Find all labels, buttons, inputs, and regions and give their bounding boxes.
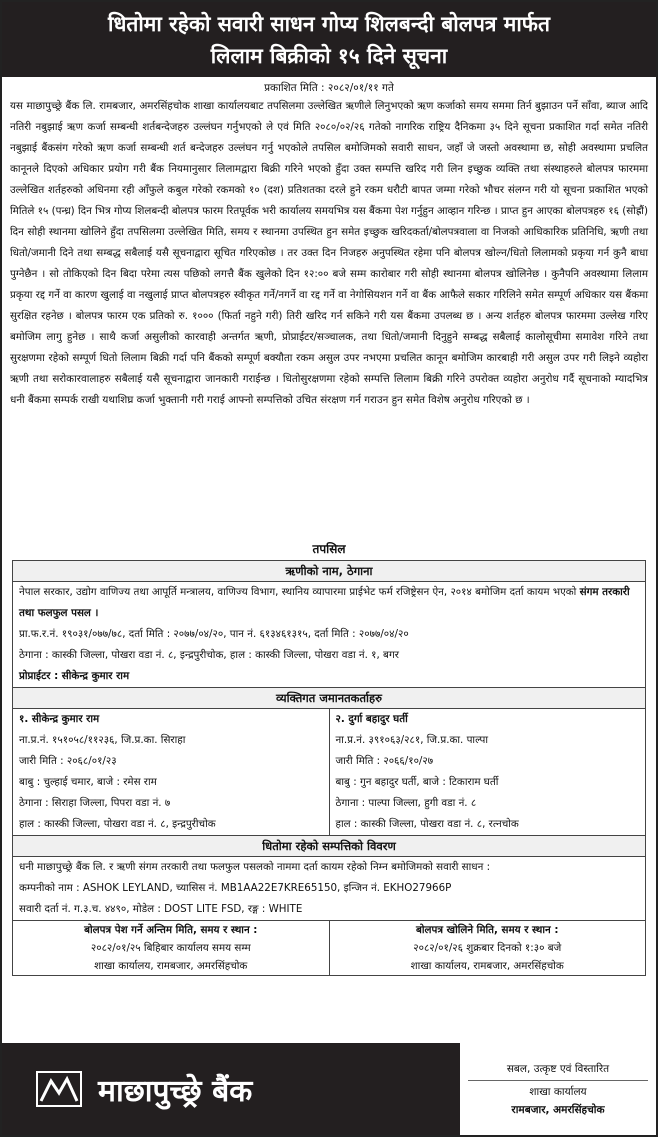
borrower-registration: प्रा.फ.र.नं. १९०३१/०७७/७८, दर्ता मिति : २०७७/०४/२०, पान नं. ६१३४६१३१५, दर्ता मिति : २०७७/०४/२० bbox=[19, 628, 409, 640]
guarantors-list bbox=[13, 709, 645, 835]
borrower-intro bbox=[13, 582, 645, 624]
footer bbox=[2, 1043, 656, 1135]
guarantor-issued: जारी मिति : २०६८/०१/२३ bbox=[19, 755, 117, 767]
guarantor-address: ठेगाना : पाल्पा जिल्ला, हुगी वडा नं. ८ bbox=[335, 797, 477, 809]
guarantors-heading: व्यक्तिगत जमानतकर्ताहरु bbox=[13, 687, 645, 709]
branch-location: रामबजार, अमरसिंहचोक bbox=[511, 1103, 605, 1116]
bank-name: माछापुच्छ्रे बैंक bbox=[98, 1073, 253, 1109]
bank-brand bbox=[2, 1043, 456, 1135]
notice-title bbox=[2, 2, 656, 77]
submit-deadline bbox=[13, 921, 329, 975]
open-date: २०८२/०१/२६ शुक्रबार दिनको १:३० बजे bbox=[413, 942, 562, 954]
submit-date: २०८२/०१/२५ बिहिबार कार्यालय समय सम्म bbox=[90, 942, 251, 954]
notice-body: यस माछापुच्छ्रे बैंक लि. रामबजार, अमरसिंहचोक शाखा कार्यालयबाट तपसिलमा उल्लेखित ऋणीले लिनुभएको ऋण कर्जाको समय सममा तिर्न बुझाउन पर्ने साँवा, ब्याज आदि नतिरी नबुझाई ऋण कर्जा सम्बन्धी शर्तबन्देजहरु उल्लंघन गर्नुभएको ले एवं मिति २०८०/०२/२६ गतेको नागरिक राष्ट्रिय दैनिकमा ३५ दिने सूचना प्रकाशित गर्दा समेत नतिरी नबुझाई बैंकसंग गरेको ऋण कर्जा सम्बन्धी शर्त बन्देजहरु उल्लंघन गर्नु भएकोले तपसिल बमोजिमको सवारी साधन, जहाँ जे जस्तो अवस्थामा छ, सोही अवस्थामा प्रचलित कानूनले दिएको अधिकार प्रयोग गरी बैंक नियमानुसार लिलामद्वारा बिक्री गरिने भएको हुँदा उक्त सम्पत्ति खरिद गरी लिन इच्छुक व्यक्ति तथा संस्थाहरुले बोलपत्र फारममा उल्लेखित शर्तहरुको अधिनमा रही आँफुले कबुल गरेको रकमको १० (दश) प्रतिशतका दरले हुने रकम धरौटी बापत जम्मा गरेको भौचर संलग्न गरी यो सूचना प्रकाशित भएको मितिले १५ (पन्ध्र) दिन भित्र गोप्य शिलबन्दी बोलपत्र फारम रितपूर्वक भरी कार्यालय समयभित्र यस बैंकमा पेश गर्नुहुन आव्हान गरिन्छ । प्राप्त हुन आएका बोलपत्रहरु १६ (सोह्रौं) दिन सोही स्थानमा खोलिने हुँदा तपसिलमा उल्लेखित मिति, समय र स्थानमा उपस्थित हुन समेत इच्छुक खरिदकर्ता/बोलपत्रवाला वा निजको आधिकारिक प्रतिनिधि, ऋणी तथा धितो/जमानी दिने तथा सम्बद्ध सबैलाई यसै सूचनाद्वारा सूचित गरिएकोछ । तर उक्त दिन निजहरु अनुपस्थित रहेमा पनि बोलपत्र खोल्न/धितो लिलामको प्रकृया गर्न कुनै बाधा पुग्नेछैन । सो तोकिएको दिन बिदा परेमा त्यस पछिको लगत्तै बैंक खुलेको दिन १२:०० बजे सम्म कारोबार गरी सोही स्थानमा बोलपत्र खोलिनेछ । कुनैपनि अवस्थामा लिलाम प्रकृया रद्द गर्ने वा कारण खुलाई वा नखुलाई प्राप्त बोलपत्रहरु स्वीकृत गर्ने/नगर्ने वा रद्द गर्ने वा नेगोसियशन गर्ने वा बैंक आफैले सकार गरिलिने समेत सम्पूर्ण अधिकार यस बैंकमा सुरक्षित रहनेछ । बोलपत्र फारम एक प्रतिको रु. १००० (फिर्ता नहुने गरी) तिरी खरिद गर्न सकिने गरी यस बैंकमा उपलब्ध छ । अन्य शर्तहरु बोलपत्र फारममा उल्लेख गरिए बमोजिम लागु हुनेछ । साथै कर्जा असुलीको कारवाही अन्तर्गत ऋणी, प्रोप्राईटर/सञ्चालक, तथा धितो/जमानी दिनुहुने सम्बद्ध सबैलाई कालोसूचीमा समावेश गरिने तथा सुरक्षणमा रहेको सम्पूर्ण धितो लिलाम बिक्री गर्दा पनि बैंकको सम्पूर्ण बक्यौता रकम असुल उपर नभएमा प्रचलित कानून बमोजिम कारबाही गरी असुल उपर गरी लिइने व्यहोरा ऋणी तथा सरोकारवालाहरु सबैलाई यसै सूचनाद्वारा जानकारी गराईन्छ । धितोसुरक्षणमा रहेको सम्पत्ति लिलाम बिक्री गरिने उपरोक्त व्यहोरा अनुरोध गर्दै सूचनाको म्यादभित्र धनी बैंकमा सम्पर्क राखी यथाशिघ्र कर्जा भुक्तानी गरी गराई आफ्नो सम्पत्तिको उचित संरक्षण गर्न गराउन हुन समेत विशेष अनुरोध गरिएको छ । bbox=[10, 100, 649, 406]
opening-deadline bbox=[329, 921, 646, 975]
borrower-box bbox=[12, 560, 646, 976]
collateral-heading: धितोमा रहेको सम्पत्तिको विवरण bbox=[13, 835, 645, 857]
tapsil-heading: तपसिल bbox=[312, 542, 346, 556]
branch-info bbox=[456, 1043, 656, 1135]
guarantor-issued: जारी मिति : २०६६/१०/२७ bbox=[335, 755, 434, 767]
guarantor-card bbox=[329, 709, 646, 835]
collateral-registration: सवारी दर्ता नं. ग.३.च. ४४९०, मोडेल : DOST LITE FSD, रङ्ग : WHITE bbox=[19, 903, 303, 915]
title-line-1: धितोमा रहेको सवारी साधन गोप्य शिलबन्दी बोलपत्र मार्फत bbox=[108, 12, 550, 36]
guarantor-parents: बाबु : गुन बहादुर घर्ती, बाजे : टिकाराम घर्ती bbox=[335, 776, 499, 788]
borrower-proprietor: प्रोप्राईटर : सीकेन्द्र कुमार राम bbox=[19, 670, 130, 682]
deadline-row bbox=[13, 920, 645, 975]
collateral-intro: धनी माछापुच्छ्रे बैंक लि. र ऋणी संगम तरकारी तथा फलफुल पसलको नाममा दर्ता कायम रहेको निम्न बमोजिमको सवारी साधन : bbox=[19, 861, 491, 873]
open-heading: बोलपत्र खोलिने मिति, समय र स्थान : bbox=[416, 924, 559, 936]
guarantor-citizenship: ना.प्र.नं. १५१०५८/११२३६, जि.प्र.का. सिराहा bbox=[19, 734, 186, 746]
guarantor-citizenship: ना.प्र.नं. ३९१०६३/२८१, जि.प्र.का. पाल्पा bbox=[335, 734, 489, 746]
open-place: शाखा कार्यालय, रामबजार, अमरसिंहचोक bbox=[410, 960, 564, 972]
guarantor-current: हाल : कास्की जिल्ला, पोखरा वडा नं. ८, इन्द्रपुरीचोक bbox=[19, 818, 216, 830]
branch-office: शाखा कार्यालय bbox=[529, 1085, 587, 1098]
title-line-2: लिलाम बिक्रीको १५ दिने सूचना bbox=[210, 44, 448, 68]
submit-heading: बोलपत्र पेश गर्ने अन्तिम मिति, समय र स्थान : bbox=[84, 924, 258, 936]
borrower-heading: ऋणीको नाम, ठेगाना bbox=[13, 561, 645, 582]
guarantor-address: ठेगाना : सिराहा जिल्ला, पिपरा वडा नं. ७ bbox=[19, 797, 171, 809]
collateral-company: कम्पनीको नाम : ASHOK LEYLAND, च्यासिस नं. MB1AA22E7KRE65150, इन्जिन नं. EKHO27966P bbox=[19, 882, 452, 894]
submit-place: शाखा कार्यालय, रामबजार, अमरसिंहचोक bbox=[94, 960, 248, 972]
borrower-intro-text: नेपाल सरकार, उद्योग वाणिज्य तथा आपूर्ति मन्त्रालय, वाणिज्य विभाग, स्थानिय व्यापारमा प्राईभेट फर्म रजिष्ट्रेसन ऐन, २०१४ बमोजिम दर्ता कायम भएको bbox=[19, 586, 577, 598]
guarantor-name: २. दुर्गा बहादुर घर्ती bbox=[335, 713, 408, 725]
bank-logo-icon bbox=[36, 1071, 82, 1107]
guarantor-card bbox=[13, 709, 329, 835]
guarantor-parents: बाबु : चुल्हाई चमार, बाजे : रमेस राम bbox=[19, 776, 157, 788]
borrower-firm-name: संगम तरकारी तथा फलफुल पसल । bbox=[19, 586, 630, 619]
borrower-address: ठेगाना : कास्की जिल्ला, पोखरा वडा नं. ८, इन्द्रपुरीचोक, हाल : कास्की जिल्ला, पोखरा वडा नं. १, बगर bbox=[19, 649, 399, 661]
bank-tagline: सबल, उत्कृष्ट एवं विस्तारित bbox=[468, 1060, 648, 1081]
publish-date: प्रकाशित मिति : २०८२/०१/११ गते bbox=[264, 82, 394, 94]
guarantor-current: हाल : कास्की जिल्ला, पोखरा वडा नं. ८, रत्नचोक bbox=[335, 818, 519, 830]
guarantor-name: १. सीकेन्द्र कुमार राम bbox=[19, 713, 100, 725]
